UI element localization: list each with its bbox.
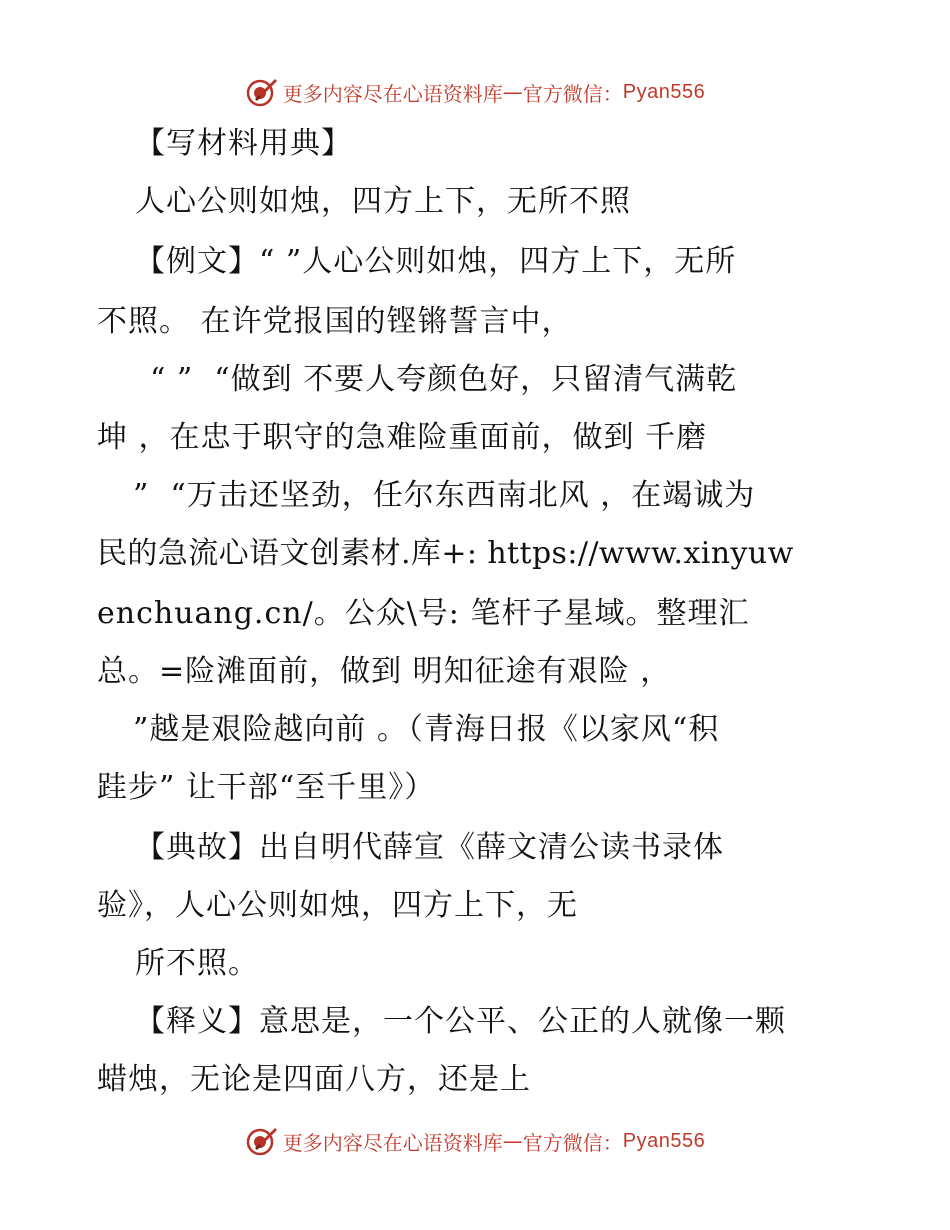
example-text-line: 【例文】“ ”人心公则如烛，四方上下，无所	[135, 244, 737, 279]
allusion-text-line: 所不照。	[135, 946, 259, 981]
example-text-line: 不照。 在许党报国的铿锵誓言中，	[97, 304, 573, 339]
watermark-separator: —	[502, 80, 523, 104]
allusion-text-line: 验》，人心公则如烛，四方上下，无	[97, 888, 578, 923]
watermark-official-label: 官方微信：	[522, 81, 623, 106]
watermark-account: Pyan556	[622, 1129, 706, 1152]
watermark-account: Pyan556	[622, 80, 706, 103]
watermark-official-label: 官方微信：	[522, 1130, 623, 1155]
watermark-site-text: 更多内容尽在心语资料库	[282, 81, 503, 106]
example-text-line: 坤 ，在忠于职守的急难险重面前，做到 千磨	[97, 420, 708, 455]
example-text-line: ” “万击还坚劲，任尔东西南北风 ，在竭诚为	[133, 478, 756, 513]
example-text-line: 民的急流心语文创素材.库+: https://www.xinyuw	[97, 536, 794, 571]
footer-watermark	[0, 1121, 950, 1161]
example-text-line: enchuang.cn/。公众\号: 笔杆子星域。整理汇	[97, 596, 750, 631]
example-text-line: “ ” “做到 不要人夸颜色好，只留清气满乾	[150, 362, 738, 397]
header-watermark	[0, 72, 950, 112]
section-heading-material: 【写材料用典】	[135, 126, 352, 161]
quote-line: 人心公则如烛，四方上下，无所不照	[135, 184, 631, 219]
example-text-line: 跬步” 让干部“至千里》）	[97, 770, 436, 805]
red-pen-logo-icon	[245, 75, 279, 109]
example-text-line: 总。=险滩面前，做到 明知征途有艰险 ，	[97, 654, 672, 689]
meaning-text-line: 【释义】意思是，一个公平、公正的人就像一颗	[135, 1004, 786, 1039]
allusion-text-line: 【典故】出自明代薛宣《薛文清公读书录体	[135, 830, 724, 865]
meaning-text-line: 蜡烛，无论是四面八方，还是上	[97, 1062, 531, 1097]
example-text-line: ”越是艰险越向前 。（青海日报《以家风“积	[133, 712, 720, 747]
watermark-site-text: 更多内容尽在心语资料库	[282, 1130, 503, 1155]
watermark-separator: —	[502, 1129, 523, 1153]
red-pen-logo-icon	[245, 1124, 279, 1158]
